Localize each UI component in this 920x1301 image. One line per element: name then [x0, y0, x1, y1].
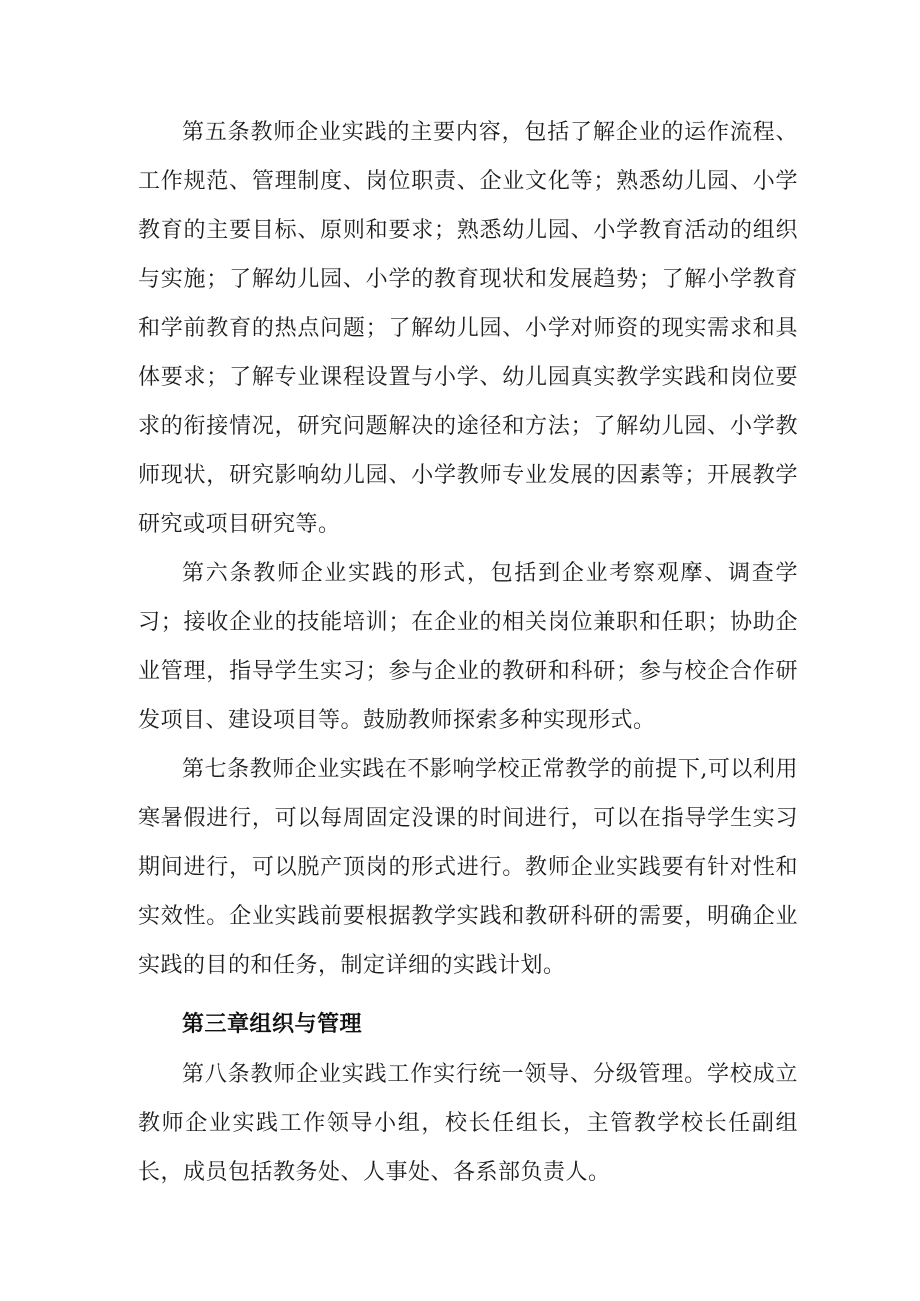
- document-body: [138, 108, 798, 1197]
- chapter-heading: 第三章组织与管理: [182, 1012, 363, 1037]
- paragraph-article-6: 第六条教师企业实践的形式，包括到企业考察观摩、调查学习；接收企业的技能培训；在企业的相关岗位兼职和任职；协助企业管理，指导学生实习；参与企业的教研和科研；参与校企合作研发项目、建设项目等。鼓励教师探索多种实现形式。: [138, 561, 798, 733]
- paragraph-article-8: 第八条教师企业实践工作实行统一领导、分级管理。学校成立教师企业实践工作领导小组，校长任组长，主管教学校长任副组长，成员包括教务处、人事处、各系部负责人。: [138, 1062, 798, 1185]
- paragraph-article-7: 第七条教师企业实践在不影响学校正常教学的前提下,可以利用寒暑假进行，可以每周固定没课的时间进行，可以在指导学生实习期间进行，可以脱产顶岗的形式进行。教师企业实践要有针对性和实效性。企业实践前要根据教学实践和教研科研的需要，明确企业实践的目的和任务，制定详细的实践计划。: [138, 757, 798, 978]
- paragraph-article-5: 第五条教师企业实践的主要内容，包括了解企业的运作流程、工作规范、管理制度、岗位职责、企业文化等；熟悉幼儿园、小学教育的主要目标、原则和要求；熟悉幼儿园、小学教育活动的组织与实施；了解幼儿园、小学的教育现状和发展趋势；了解小学教育和学前教育的热点问题；了解幼儿园、小学对师资的现实需求和具体要求；了解专业课程设置与小学、幼儿园真实教学实践和岗位要求的衔接情况，研究问题解决的途径和方法；了解幼儿园、小学教师现状，研究影响幼儿园、小学教师专业发展的因素等；开展教学研究或项目研究等。: [138, 120, 798, 537]
